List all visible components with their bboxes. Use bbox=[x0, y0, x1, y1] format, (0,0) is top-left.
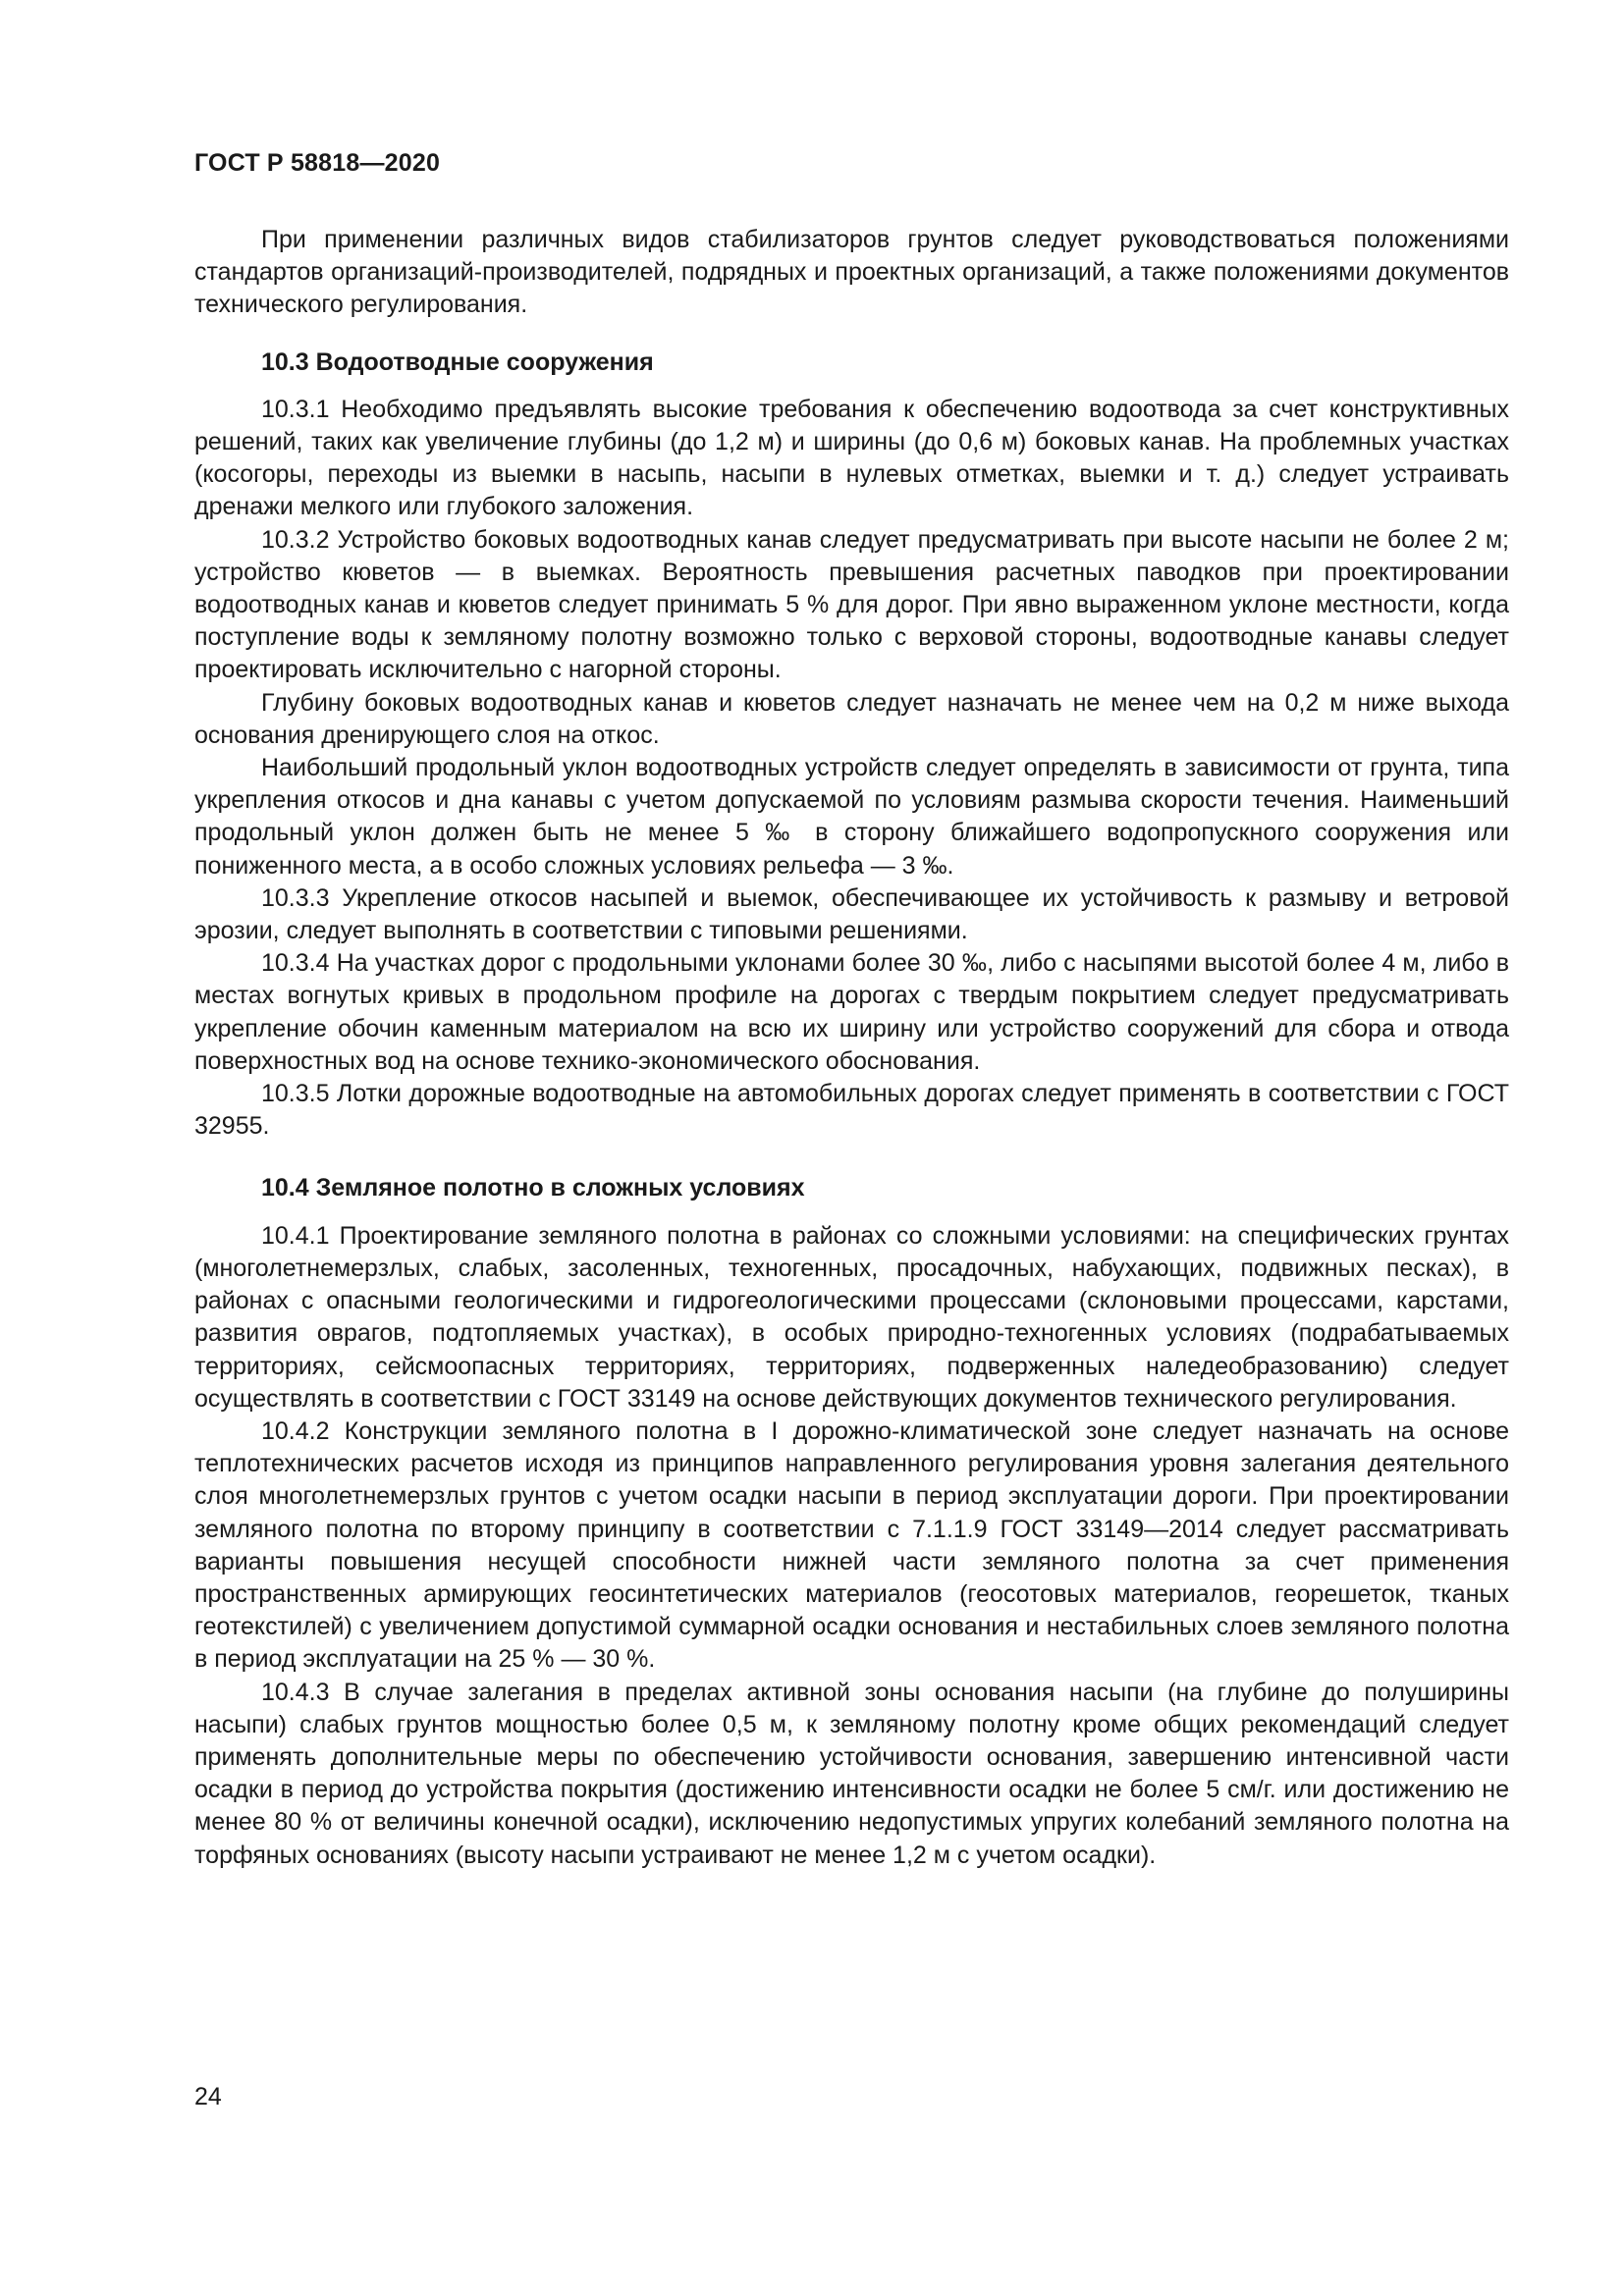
section-heading-10-4: 10.4 Земляное полотно в сложных условиях bbox=[261, 1174, 805, 1202]
paragraph-ditch-depth: Глубину боковых водоотводных канав и кюветов следует назначать не менее чем на 0,2 м ниже выхода основания дренирующего слоя на откос. bbox=[194, 688, 1509, 749]
section-heading-10-3: 10.3 Водоотводные сооружения bbox=[261, 347, 654, 376]
paragraph-10-4-1: 10.4.1 Проектирование земляного полотна в районах со сложными условиями: на специфических грунтах (многолетнемерзлых, слабых, засоленных, техногенных, просадочных, набухающих, подвижных песках), в районах с опасными геологическими и гидрогеологическими процессами (склоновыми процессами, карстами, развития оврагов, подтопляемых участках), в особых природно-техногенных условиях (подрабатываемых территориях, сейсмоопасных территориях, территориях, подверженных наледеобразованию) следует осуществлять в соответствии с ГОСТ 33149 на основе действующих документов технического регулирования. bbox=[194, 1221, 1509, 1413]
paragraph-10-3-5: 10.3.5 Лотки дорожные водоотводные на автомобильных дорогах следует применять в соответствии с ГОСТ 32955. bbox=[194, 1080, 1509, 1141]
paragraph-10-4-2: 10.4.2 Конструкции земляного полотна в I дорожно-климатической зоне следует назначать на основе теплотехнических расчетов исходя из принципов направленного регулирования уровня залегания деятельного слоя многолетнемерзлых грунтов с учетом осадки насыпи в период эксплуатации дороги. При проектировании земляного полотна по второму принципу в соответствии с 7.1.1.9 ГОСТ 33149—2014 следует рассматривать варианты повышения несущей способности нижней части земляного полотна за счет применения пространственных армирующих геосинтетических материалов (геосотовых материалов, георешеток, тканых геотекстилей) с увеличением допустимой суммарной осадки основания и нестабильных слоев земляного полотна в период эксплуатации на 25 % — 30 %. bbox=[194, 1416, 1509, 1674]
page-number: 24 bbox=[194, 2083, 222, 2110]
document-header: ГОСТ Р 58818—2020 bbox=[194, 149, 441, 177]
document-body bbox=[194, 224, 1509, 1872]
intro-paragraph: При применении различных видов стабилизаторов грунтов следует руководствоваться положениями стандартов организаций-производителей, подрядных и проектных организаций, а также положениями документов технического регулирования. bbox=[194, 226, 1509, 319]
paragraph-10-4-3: 10.4.3 В случае залегания в пределах активной зоны основания насыпи (на глубине до полуширины насыпи) слабых грунтов мощностью более 0,5 м, к земляному полотну кроме общих рекомендаций следует применять дополнительные меры по обеспечению устойчивости основания, завершению интенсивной части осадки в период до устройства покрытия (достижению интенсивности осадки не более 5 см/г. или достижению не менее 80 % от величины конечной осадки), исключению недопустимых упругих колебаний земляного полотна на торфяных основаниях (высоту насыпи устраивают не менее 1,2 м с учетом осадки). bbox=[194, 1678, 1509, 1869]
paragraph-10-3-3: 10.3.3 Укрепление откосов насыпей и выемок, обеспечивающее их устойчивость к размыву и ветровой эрозии, следует выполнять в соответствии с типовыми решениями. bbox=[194, 883, 1509, 945]
document-page bbox=[194, 0, 1509, 2296]
paragraph-10-3-2: 10.3.2 Устройство боковых водоотводных канав следует предусматривать при высоте насыпи не более 2 м; устройство кюветов — в выемках. Вероятность превышения расчетных паводков при проектировании водоотводных канав и кюветов следует принимать 5 % для дорог. При явно выраженном уклоне местности, когда поступление воды к земляному полотну возможно только с верховой стороны, водоотводные канавы следует проектировать исключительно с нагорной стороны. bbox=[194, 525, 1509, 684]
paragraph-10-3-4: 10.3.4 На участках дорог с продольными уклонами более 30 ‰, либо с насыпями высотой более 4 м, либо в местах вогнутых кривых в продольном профиле на дорогах с твердым покрытием следует предусматривать укрепление обочин каменным материалом на всю их ширину или устройство сооружений для сбора и отвода поверхностных вод на основе технико-экономического обоснования. bbox=[194, 949, 1509, 1075]
paragraph-longitudinal-slope: Наибольший продольный уклон водоотводных устройств следует определять в зависимости от грунта, типа укрепления откосов и дна канавы с учетом допускаемой по условиям размыва скорости течения. Наименьший продольный уклон должен быть не менее 5 ‰ в сторону ближайшего водопропускного сооружения или пониженного места, а в особо сложных условиях рельефа — 3 ‰. bbox=[194, 754, 1509, 880]
paragraph-10-3-1: 10.3.1 Необходимо предъявлять высокие требования к обеспечению водоотвода за счет конструктивных решений, таких как увеличение глубины (до 1,2 м) и ширины (до 0,6 м) боковых канав. На проблемных участках (косогоры, переходы из выемки в насыпь, насыпи в нулевых отметках, выемки и т. д.) следует устраивать дренажи мелкого или глубокого заложения. bbox=[194, 395, 1509, 521]
